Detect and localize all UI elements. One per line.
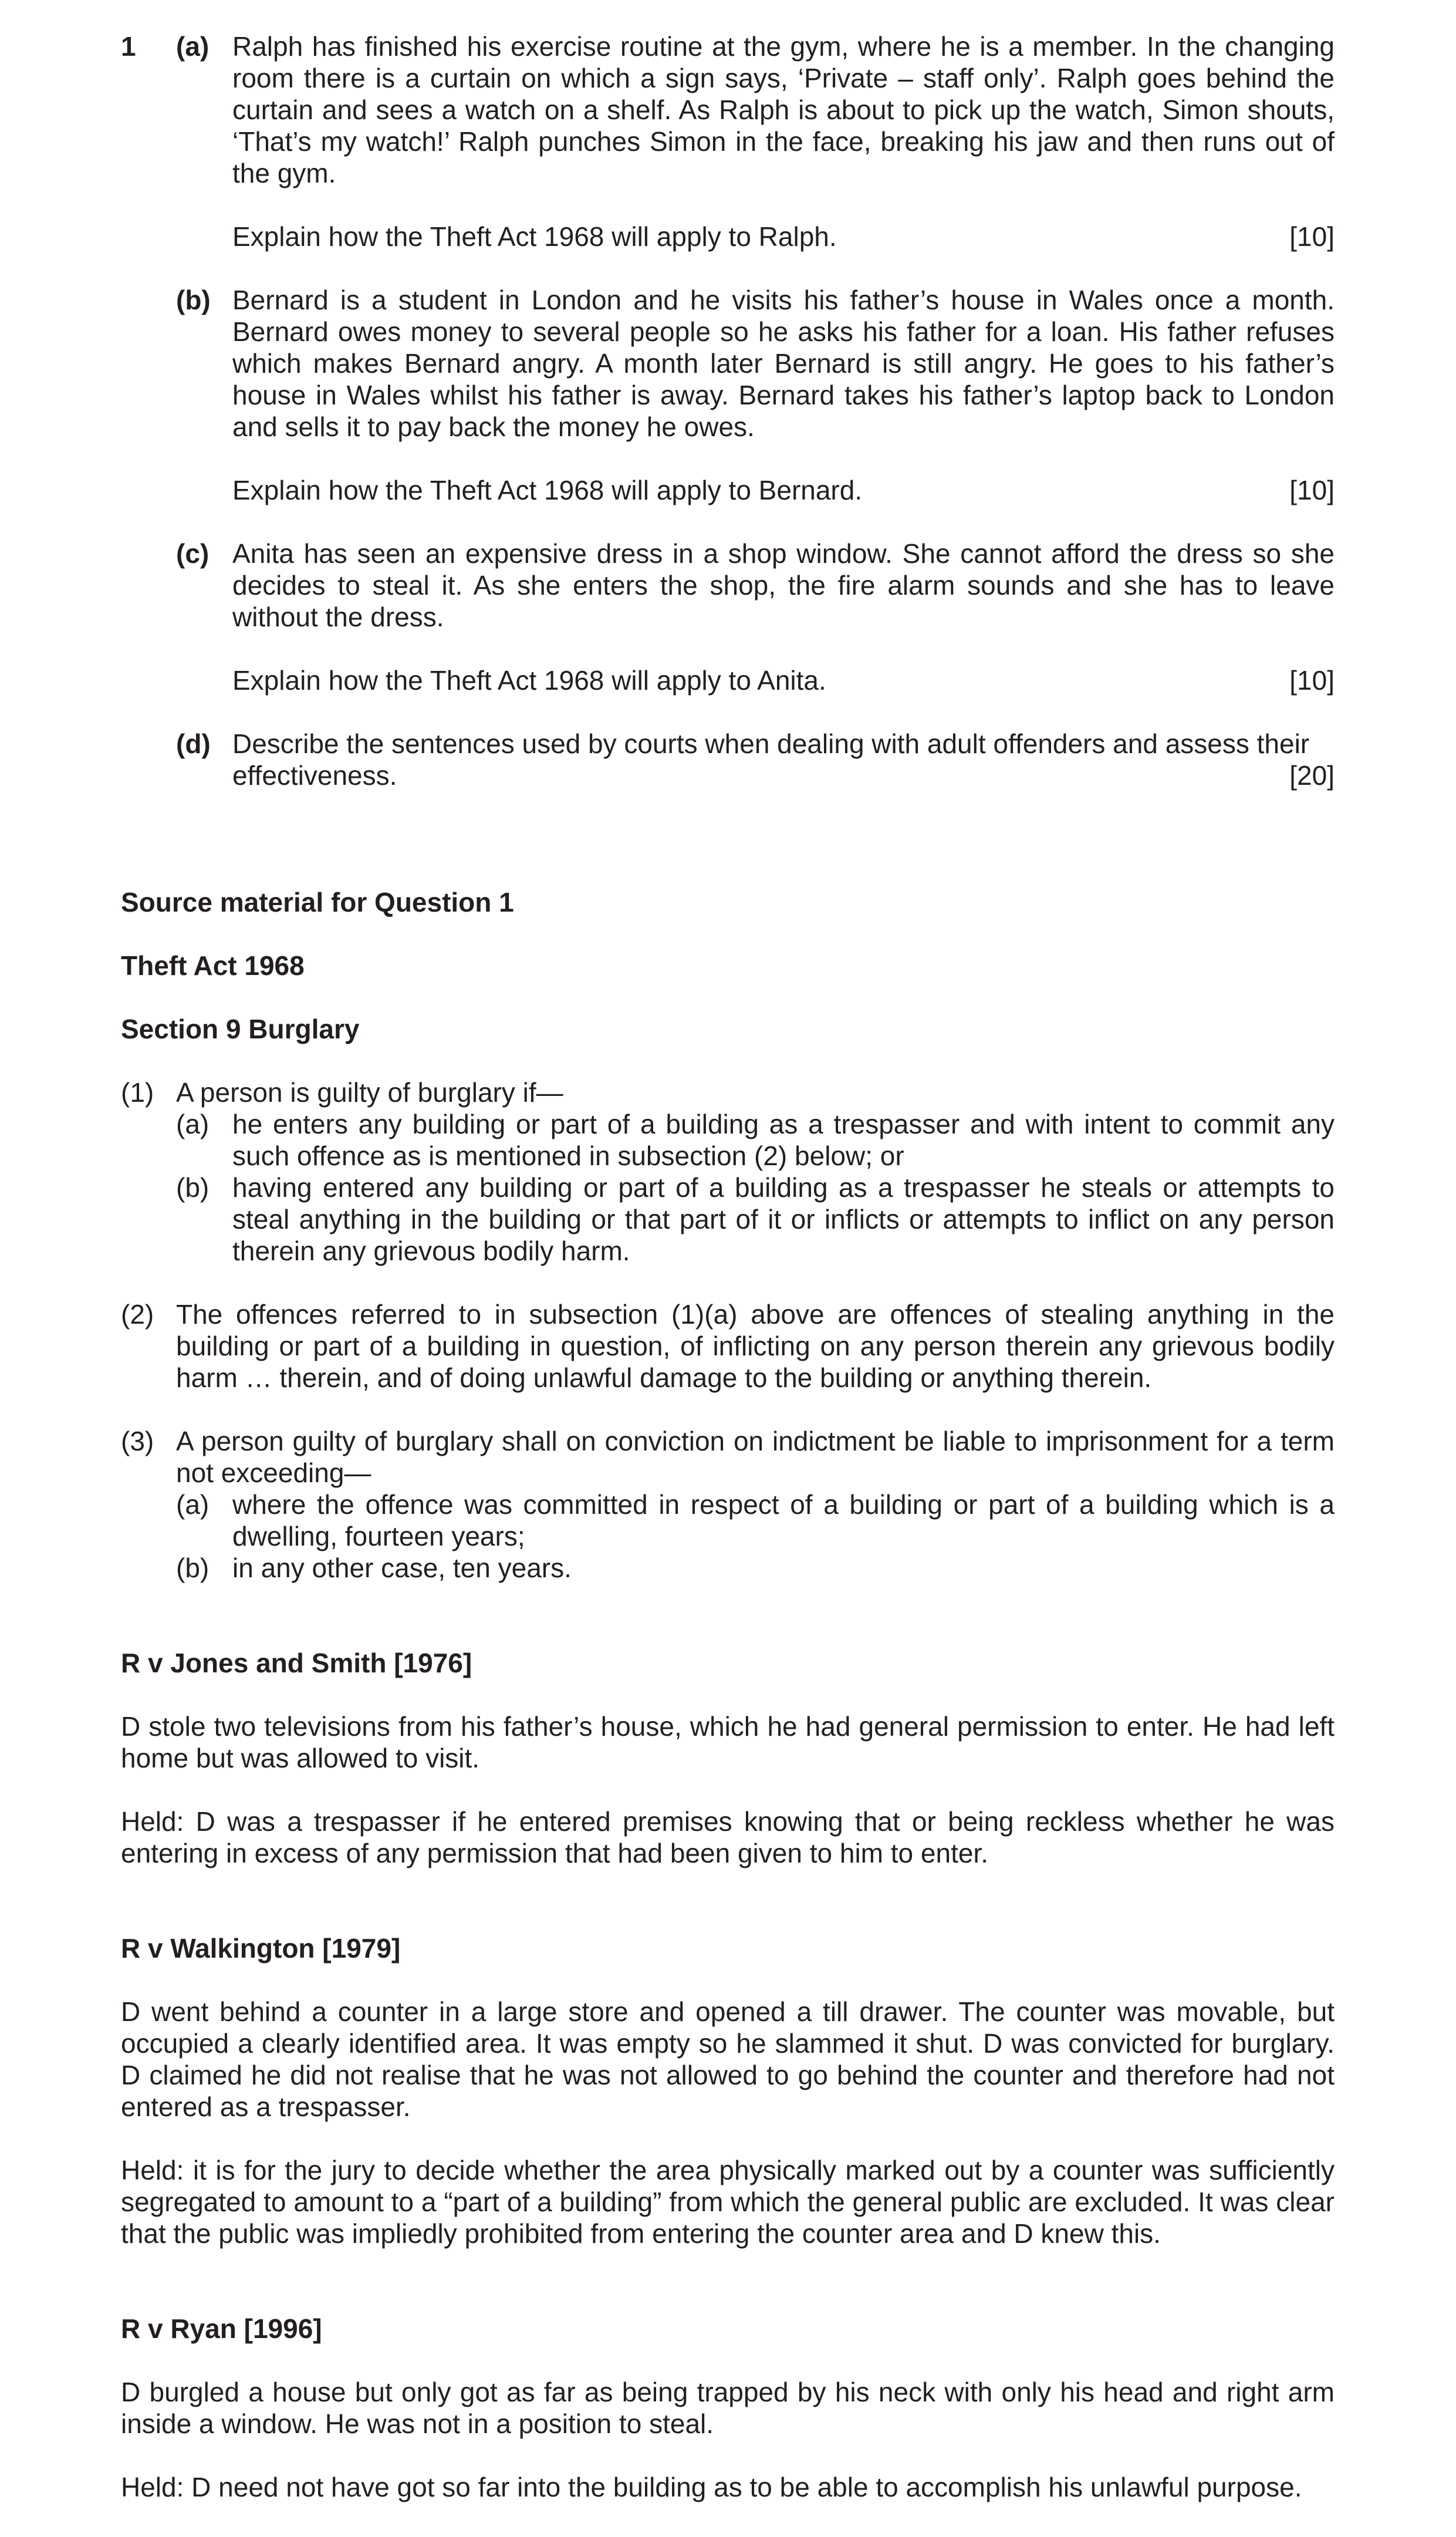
part-scenario: Bernard is a student in London and he visits his father’s house in Wales once a month. Bernard owes money to several people so he asks his father for a loan. His father refuses which makes Bernard angry. A month later Bernard is still angry. He goes to his father’s house in Wales whilst his father is away. Bernard takes his father’s laptop back to London and sells it to pay back the money he owes. bbox=[232, 285, 1335, 442]
case-title: R v Ryan [1996] bbox=[121, 2313, 322, 2344]
exam-page bbox=[121, 31, 1335, 2503]
item-text: where the offence was committed in respect of a building or part of a building which is a dwelling, fourteen years; bbox=[232, 1489, 1335, 1551]
part-label: (c) bbox=[176, 538, 210, 569]
subsection-text: The offences referred to in subsection (1)(a) above are offences of stealing anything in the building or part of a building in question, of inflicting on any person therein any grievous bodily harm … therein, and of doing unlawful damage to the building or anything therein. bbox=[176, 1299, 1335, 1393]
subsection-item bbox=[176, 1172, 1335, 1267]
item-label: (a) bbox=[176, 1489, 210, 1520]
subsection-item bbox=[176, 1489, 1335, 1552]
part-label: (b) bbox=[176, 285, 211, 315]
part-marks: [10] bbox=[1289, 475, 1335, 505]
subsection-item bbox=[176, 1108, 1335, 1172]
part-scenario: Ralph has finished his exercise routine at the gym, where he is a member. In the changing room there is a curtain on which a sign says, ‘Private – staff only’. Ralph goes behind the curtain and sees a watch on a shelf. As Ralph is about to pick up the watch, Simon shouts, ‘That’s my watch!’ Ralph punches Simon in the face, breaking his jaw and then runs out of the gym. bbox=[232, 31, 1335, 188]
subsection-number: (1) bbox=[121, 1077, 154, 1108]
part-instruction: Explain how the Theft Act 1968 will apply to Anita. bbox=[232, 665, 826, 696]
part-marks: [10] bbox=[1289, 665, 1335, 696]
item-text: having entered any building or part of a building as a trespasser he steals or attempts to steal anything in the building or that part of it or inflicts or attempts to inflict on any person therein any grievous bodily harm. bbox=[232, 1172, 1335, 1266]
section-title: Section 9 Burglary bbox=[121, 1014, 360, 1044]
question-part-d bbox=[176, 728, 1335, 791]
part-instruction: Explain how the Theft Act 1968 will apply to Bernard. bbox=[232, 475, 863, 505]
subsection-number: (2) bbox=[121, 1299, 154, 1330]
item-label: (b) bbox=[176, 1172, 210, 1203]
case-title: R v Walkington [1979] bbox=[121, 1933, 401, 1964]
part-marks: [20] bbox=[1289, 760, 1335, 791]
item-text: he enters any building or part of a building as a trespasser and with intent to commit any such offence as is mentioned in subsection (2) below; or bbox=[232, 1109, 1335, 1171]
part-scenario: Anita has seen an expensive dress in a shop window. She cannot afford the dress so she decides to steal it. As she enters the shop, the fire alarm sounds and she has to leave without the dress. bbox=[232, 538, 1335, 632]
case-facts: D burgled a house but only got as far as being trapped by his neck with only his head and right arm inside a window. He was not in a position to steal. bbox=[121, 2377, 1335, 2439]
part-text-last-row bbox=[232, 760, 1335, 791]
subsection-1 bbox=[121, 1077, 1335, 1267]
case-held: Held: D was a trespasser if he entered premises knowing that or being reckless whether he was entering in excess of any permission that had been given to him to enter. bbox=[121, 1806, 1335, 1868]
part-marks: [10] bbox=[1289, 221, 1335, 252]
subsection-3 bbox=[121, 1425, 1335, 1584]
case-held: Held: it is for the jury to decide whether the area physically marked out by a counter was sufficiently segregated to amount to a “part of a building” from which the general public are excluded. It was clear that the public was impliedly prohibited from entering the counter area and D knew this. bbox=[121, 2155, 1335, 2249]
case-title: R v Jones and Smith [1976] bbox=[121, 1648, 472, 1678]
subsection-number: (3) bbox=[121, 1426, 154, 1456]
item-label: (a) bbox=[176, 1109, 210, 1139]
question-parts bbox=[176, 31, 1335, 791]
item-text: in any other case, ten years. bbox=[232, 1553, 572, 1583]
part-instruction: Explain how the Theft Act 1968 will apply to Ralph. bbox=[232, 221, 837, 252]
subsection-text: A person is guilty of burglary if— bbox=[176, 1077, 563, 1108]
subsection-text: A person guilty of burglary shall on conviction on indictment be liable to imprisonment for a term not exceeding— bbox=[176, 1426, 1335, 1488]
subsection-2 bbox=[121, 1298, 1335, 1394]
question-part-a bbox=[176, 31, 1335, 252]
part-text-line1: Describe the sentences used by courts when dealing with adult offenders and assess their bbox=[232, 728, 1310, 759]
case-facts: D went behind a counter in a large store and opened a till drawer. The counter was movable, but occupied a clearly identified area. It was empty so he slammed it shut. D was convicted for burglary. D claimed he did not realise that he was not allowed to go behind the counter and therefore had not entered as a trespasser. bbox=[121, 1996, 1335, 2122]
item-label: (b) bbox=[176, 1553, 210, 1583]
part-text-line2: effectiveness. bbox=[232, 760, 397, 791]
part-instruction-row bbox=[232, 474, 1335, 506]
subsection-item bbox=[176, 1552, 1335, 1584]
act-title: Theft Act 1968 bbox=[121, 950, 305, 981]
part-instruction-row bbox=[232, 221, 1335, 252]
question-number: 1 bbox=[121, 31, 136, 62]
question-part-b bbox=[176, 284, 1335, 506]
case-facts: D stole two televisions from his father’s house, which he had general permission to enter. He had left home but was allowed to visit. bbox=[121, 1711, 1335, 1773]
part-instruction-row bbox=[232, 664, 1335, 696]
source-material-title: Source material for Question 1 bbox=[121, 887, 514, 917]
question-1 bbox=[121, 31, 1335, 791]
question-part-c bbox=[176, 538, 1335, 696]
part-label: (d) bbox=[176, 728, 211, 759]
case-held: Held: D need not have got so far into the building as to be able to accomplish his unlawful purpose. bbox=[121, 2472, 1302, 2502]
part-label: (a) bbox=[176, 31, 210, 62]
